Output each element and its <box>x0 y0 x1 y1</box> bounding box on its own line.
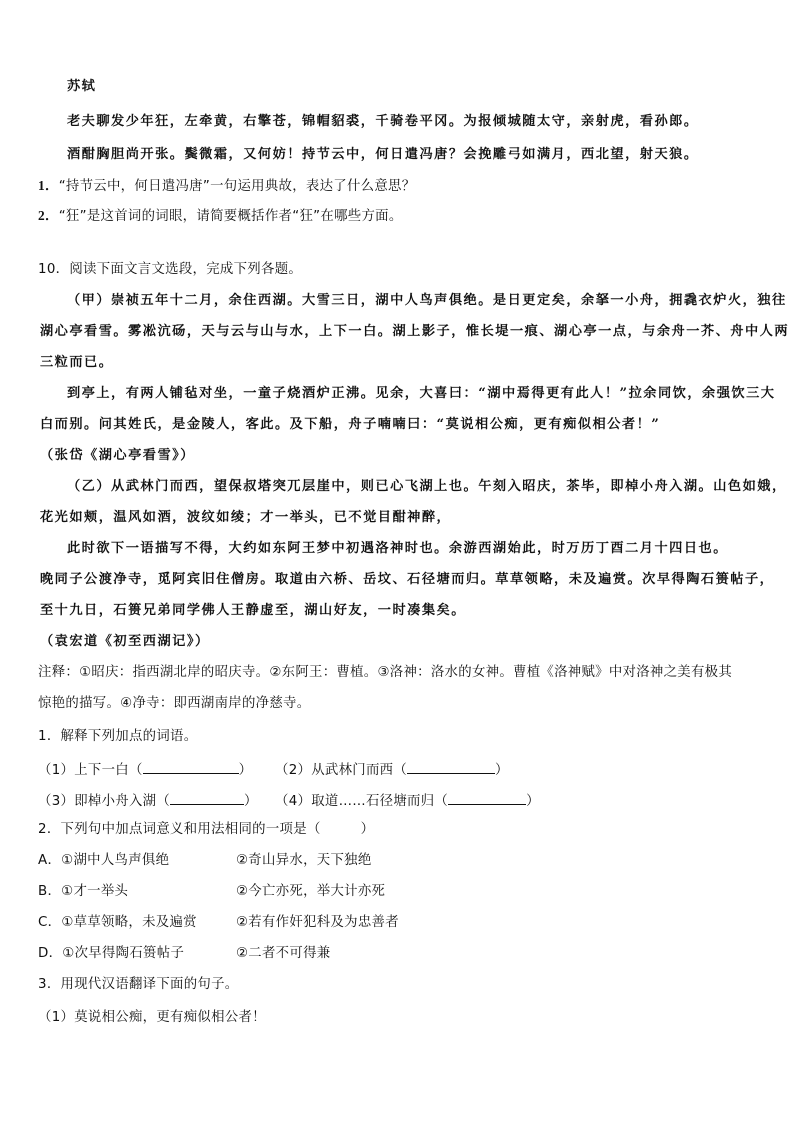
yi-source: （袁宏道《初至西湖记》） <box>40 634 210 649</box>
option-d-2: ②二者不可得兼 <box>236 946 331 961</box>
closing-paren: ） <box>244 794 258 809</box>
jia-p2-line-2: 白而别。问其姓氏，是金陵人，客此。及下船，舟子喃喃曰：“莫说相公痴，更有痴似相公者！” <box>40 417 661 432</box>
q9-sub1 <box>38 178 415 195</box>
answer-blank-4[interactable] <box>448 791 526 805</box>
option-a-1: A．①湖中人鸟声俱绝 <box>38 853 170 868</box>
closing-paren: ） <box>526 794 540 809</box>
poem-author: 苏轼 <box>67 79 97 94</box>
q10-sub1-item-1 <box>38 760 252 779</box>
q10-sub2-stem-close: ） <box>360 822 375 837</box>
answer-blank-3[interactable] <box>170 791 244 805</box>
q10-sub1-item-3-label: （3）即棹小舟入湖（ <box>38 794 171 809</box>
yi-p1-line-2: 花光如颊，温风如酒，波纹如绫；才一举头，已不觉目酣神醉， <box>40 510 452 525</box>
q10-sub3-stem: 3．用现代汉语翻译下面的句子。 <box>38 977 239 992</box>
q10-sub1-item-2 <box>275 760 509 779</box>
option-b-2: ②今亡亦死，举大计亦死 <box>236 884 386 899</box>
yi-p3-line-1: 晚同子公渡净寺，觅阿宾旧住僧房。取道由六桥、岳坟、石径塘而归。草草领略，未及遍赏。次早得陶石篑帖子， <box>40 572 775 587</box>
q10-sub1-item-3 <box>38 791 258 810</box>
yi-p2-line-1: 此时欲下一语描写不得，大约如东阿王梦中初遇洛神时也。余游西湖始此，时万历丁酉二月十四日也。 <box>67 541 728 556</box>
option-b-1: B．①才一举头 <box>38 884 129 899</box>
q10-sub3-item-1: （1）莫说相公痴，更有痴似相公者！ <box>38 1010 266 1025</box>
poem-line-1: 老夫聊发少年狂，左牵黄，右擎苍，锦帽貂裘，千骑卷平冈。为报倾城随太守，亲射虎，看孙郎。 <box>67 114 699 129</box>
q10-heading: 10．阅读下面文言文选段，完成下列各题。 <box>38 262 303 277</box>
jia-p2-line-1: 到亭上，有两人铺毡对坐，一童子烧酒炉正沸。见余，大喜曰：“湖中焉得更有此人！”拉余同饮，余强饮三大 <box>67 386 776 401</box>
option-c-1: C．①草草领略，未及遍赏 <box>38 915 197 930</box>
q10-sub1-item-2-label: （2）从武林门而西（ <box>275 763 408 778</box>
answer-blank-2[interactable] <box>407 760 495 774</box>
q9-sub1-number: 1． <box>38 178 59 193</box>
q10-sub1-item-4-label: （4）取道……石径塘而归（ <box>275 794 449 809</box>
q9-sub2-text: “狂”是这首词的词眼，请简要概括作者“狂”在哪些方面。 <box>58 209 403 224</box>
q9-sub2-number: 2． <box>38 208 59 223</box>
jia-source: （张岱《湖心亭看雪》） <box>40 448 195 463</box>
option-c-2: ②若有作奸犯科及为忠善者 <box>236 915 399 930</box>
poem-line-2: 酒酣胸胆尚开张。鬓微霜，又何妨！持节云中，何日遣冯唐？会挽雕弓如满月，西北望，射天狼。 <box>67 147 699 162</box>
closing-paren: ） <box>495 763 509 778</box>
answer-blank-1[interactable] <box>143 760 239 774</box>
option-d-1: D．①次早得陶石篑帖子 <box>38 946 185 961</box>
closing-paren: ） <box>238 763 253 778</box>
jia-p1-line-3: 三粒而已。 <box>40 355 114 370</box>
notes-line-2: 惊艳的描写。④净寺：即西湖南岸的净慈寺。 <box>38 696 311 711</box>
q10-sub2-stem-text: 2．下列句中加点词意义和用法相同的一项是（ <box>38 822 321 837</box>
jia-p1-line-1: （甲）崇祯五年十二月，余住西湖。大雪三日，湖中人鸟声俱绝。是日更定矣，余拏一小舟，拥毳衣炉火，独往 <box>67 293 787 308</box>
jia-p1-line-2: 湖心亭看雪。雾凇沆砀，天与云与山与水，上下一白。湖上影子，惟长堤一痕、湖心亭一点，与余舟一芥、舟中人两 <box>40 324 790 339</box>
option-a-2: ②奇山异水，天下独绝 <box>236 853 372 868</box>
yi-p3-line-2: 至十九日，石篑兄弟同学佛人王静虚至，湖山好友，一时凑集矣。 <box>40 603 466 618</box>
q10-sub2-stem <box>38 822 374 838</box>
yi-p1-line-1: （乙）从武林门而西，望保叔塔突兀层崖中，则已心飞湖上也。午刻入昭庆，茶毕，即棹小舟入湖。山色如娥， <box>67 479 787 494</box>
notes-line-1: 注释：①昭庆：指西湖北岸的昭庆寺。②东阿王：曹植。③洛神：洛水的女神。曹植《洛神赋》中对洛神之美有极其 <box>38 665 733 680</box>
q10-sub1-item-1-label: （1）上下一白（ <box>38 763 143 778</box>
q10-sub1-stem: 1．解释下列加点的词语。 <box>38 729 198 744</box>
q9-sub1-text: “持节云中，何日遣冯唐”一句运用典故，表达了什么意思？ <box>58 179 416 194</box>
q10-sub1-item-4 <box>275 791 540 810</box>
q9-sub2 <box>38 208 403 225</box>
